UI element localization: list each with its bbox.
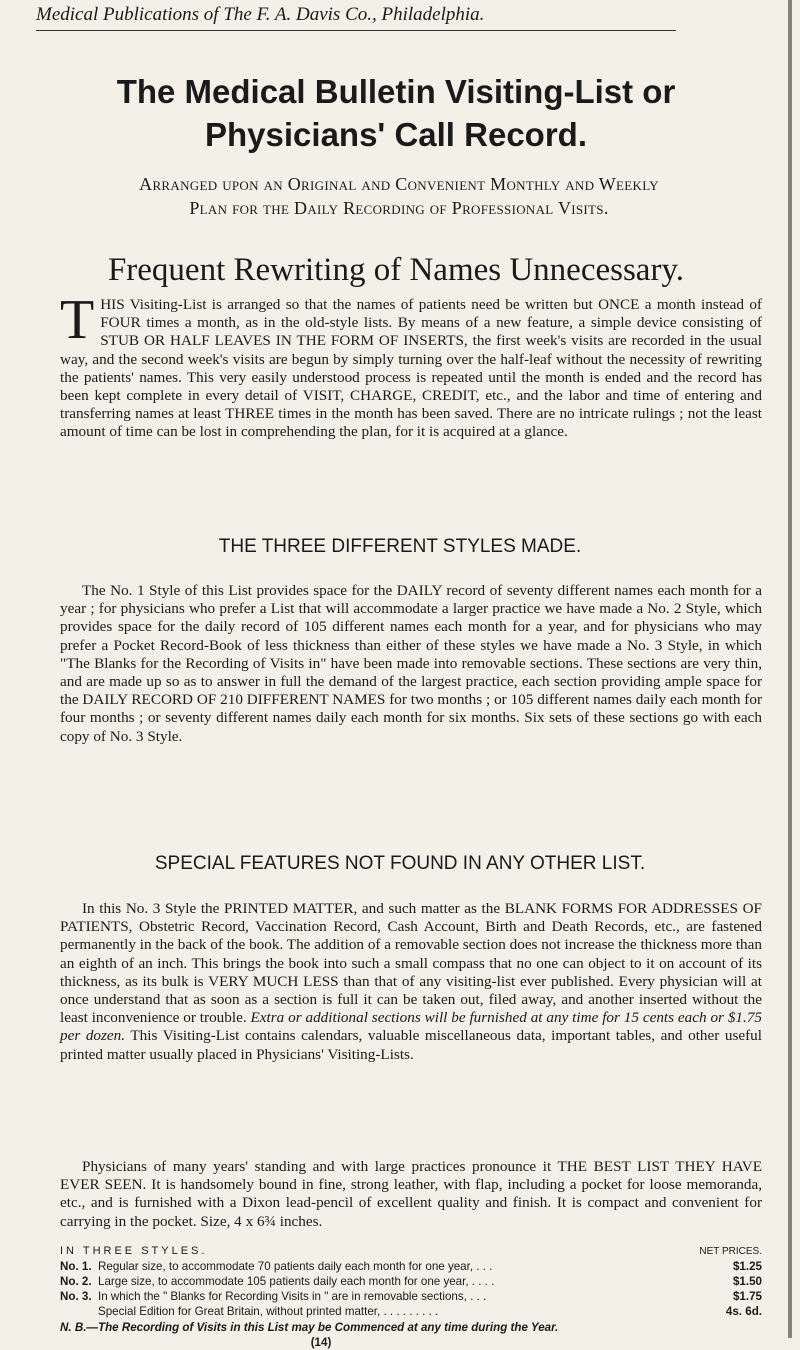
subtitle-line-2: Plan for the Daily Recording of Professional Visits. xyxy=(189,198,609,218)
subtitle-line-1: Arranged upon an Original and Convenient Monthly and Weekly xyxy=(139,174,659,194)
publisher-header: Medical Publications of The F. A. Davis Co., Philadelphia. xyxy=(36,4,676,31)
style-description: Regular size, to accommodate 70 patients daily each month for one year, . . . xyxy=(98,1260,493,1273)
price-list-header xyxy=(60,1244,762,1259)
page-title xyxy=(36,70,756,156)
intro-text: HIS Visiting-List is arranged so that the names of patients need be written but ONCE a month instead of FOUR times a month, as in the old-style lists. By means of a new feature, a simple device consisting of STUB OR HALF LEAVES IN THE FORM OF INSERTS, the first week's visits are recorded in the usual way, and the second week's visits are begun by simply turning over the half-leaf without the necessity of rewriting the patients' names. This very easily understood process is repeated until the month is ended and the record has been kept complete in every detail of VISIT, CHARGE, CREDIT, etc., and the labor and time of entering and transferring names at least THREE times in the month has been saved. There are no intricate rulings ; not the least amount of time can be lost in comprehending the plan, for it is acquired at a glance. xyxy=(60,296,762,441)
section-heading-features: SPECIAL FEATURES NOT FOUND IN ANY OTHER LIST. xyxy=(154,853,646,874)
features-text: In this No. 3 Style the PRINTED MATTER, and such matter as the BLANK FORMS FOR ADDRESSES OF PATIENTS, Obstetric Record, Vaccination Record, Cash Account, Birth and Death Records, etc., are fastened permanently in the back of the book. The addition of a removable section does not increase the thickness more than an eighth of an inch. This brings the book into such a small compass that no one can object to it on account of its thickness, as its bulk is VERY MUCH LESS than that of any visiting-list ever published. Every physician will at once understand that as soon as a section is full it can be taken out, filed away, and another inserted without the least inconvenience or trouble. xyxy=(60,900,762,1027)
title-line-2: Physicians' Call Record. xyxy=(205,116,587,153)
features-paragraph xyxy=(60,900,762,1064)
special-edition-price: 4s. 6d. xyxy=(725,1305,762,1318)
price-row xyxy=(60,1259,762,1274)
price-row xyxy=(60,1289,762,1304)
section-heading-styles: THE THREE DIFFERENT STYLES MADE. xyxy=(218,536,582,557)
style-price: $1.75 xyxy=(732,1290,762,1303)
intro-paragraph xyxy=(60,289,762,442)
page-edge-rule xyxy=(788,0,792,1338)
style-number: No. 1. xyxy=(60,1260,92,1273)
style-price: $1.50 xyxy=(732,1275,762,1288)
style-description: In which the " Blanks for Recording Visits in " are in removable sections, . . . xyxy=(98,1290,487,1303)
recording-note: N. B.—The Recording of Visits in this List may be Commenced at any time during the Year. xyxy=(60,1321,559,1334)
page-number: (14) xyxy=(310,1336,332,1349)
section-heading-rewriting: Frequent Rewriting of Names Unnecessary. xyxy=(107,252,685,288)
title-line-1: The Medical Bulletin Visiting-List or xyxy=(116,73,676,110)
style-number: No. 3. xyxy=(60,1290,92,1303)
features-text-2: This Visiting-List contains calendars, valuable miscellaneous data, important tables, and other useful printed matter usually placed in Physicians' Visiting-Lists. xyxy=(60,1027,762,1063)
special-edition-description: Special Edition for Great Britain, without printed matter, . . . . . . . . . xyxy=(98,1305,439,1318)
style-price: $1.25 xyxy=(732,1260,762,1273)
price-list xyxy=(60,1244,762,1350)
net-prices-label: NET PRICES. xyxy=(699,1246,762,1257)
style-description: Large size, to accommodate 105 patients daily each month for one year, . . . . xyxy=(98,1275,495,1288)
price-list-heading: IN THREE STYLES. xyxy=(60,1245,208,1257)
price-row xyxy=(60,1274,762,1289)
page-subtitle xyxy=(34,172,764,220)
styles-paragraph: The No. 1 Style of this List provides space for the DAILY record of seventy different names each month for a year ; for physicians who prefer a List that will accommodate a larger practice we have made a No. 2 Style, which provides space for the daily record of 105 different names each month for a year, and for physicians who may prefer a Pocket Record-Book of less thickness than either of these styles we have made a No. 3 Style, in which "The Blanks for the Recording of Visits in" have been made into removable sections. These sections are very thin, and are made up so as to answer in full the demand of the largest practice, each section providing ample space for the DAILY RECORD OF 210 DIFFERENT NAMES for two months ; or 105 different names daily each month for four months ; or seventy different names daily each month for six months. Six sets of these sections go with each copy of No. 3 Style. xyxy=(60,582,762,745)
style-number: No. 2. xyxy=(60,1275,92,1288)
extra-sections-note: Extra or additional sections will be furnished at any time for 15 cents each or $1.75 per dozen. xyxy=(60,1009,763,1045)
special-edition-row xyxy=(60,1304,762,1319)
endorsement-paragraph: Physicians of many years' standing and with large practices pronounce it THE BEST LIST THEY HAVE EVER SEEN. It is handsomely bound in fine, strong leather, with flap, including a pocket for loose memoranda, etc., and is furnished with a Dixon lead-pencil of excellent quality and finish. It is compact and convenient for carrying in the pocket. Size, 4 x 6¾ inches. xyxy=(60,1158,762,1230)
drop-cap: T xyxy=(60,289,95,351)
